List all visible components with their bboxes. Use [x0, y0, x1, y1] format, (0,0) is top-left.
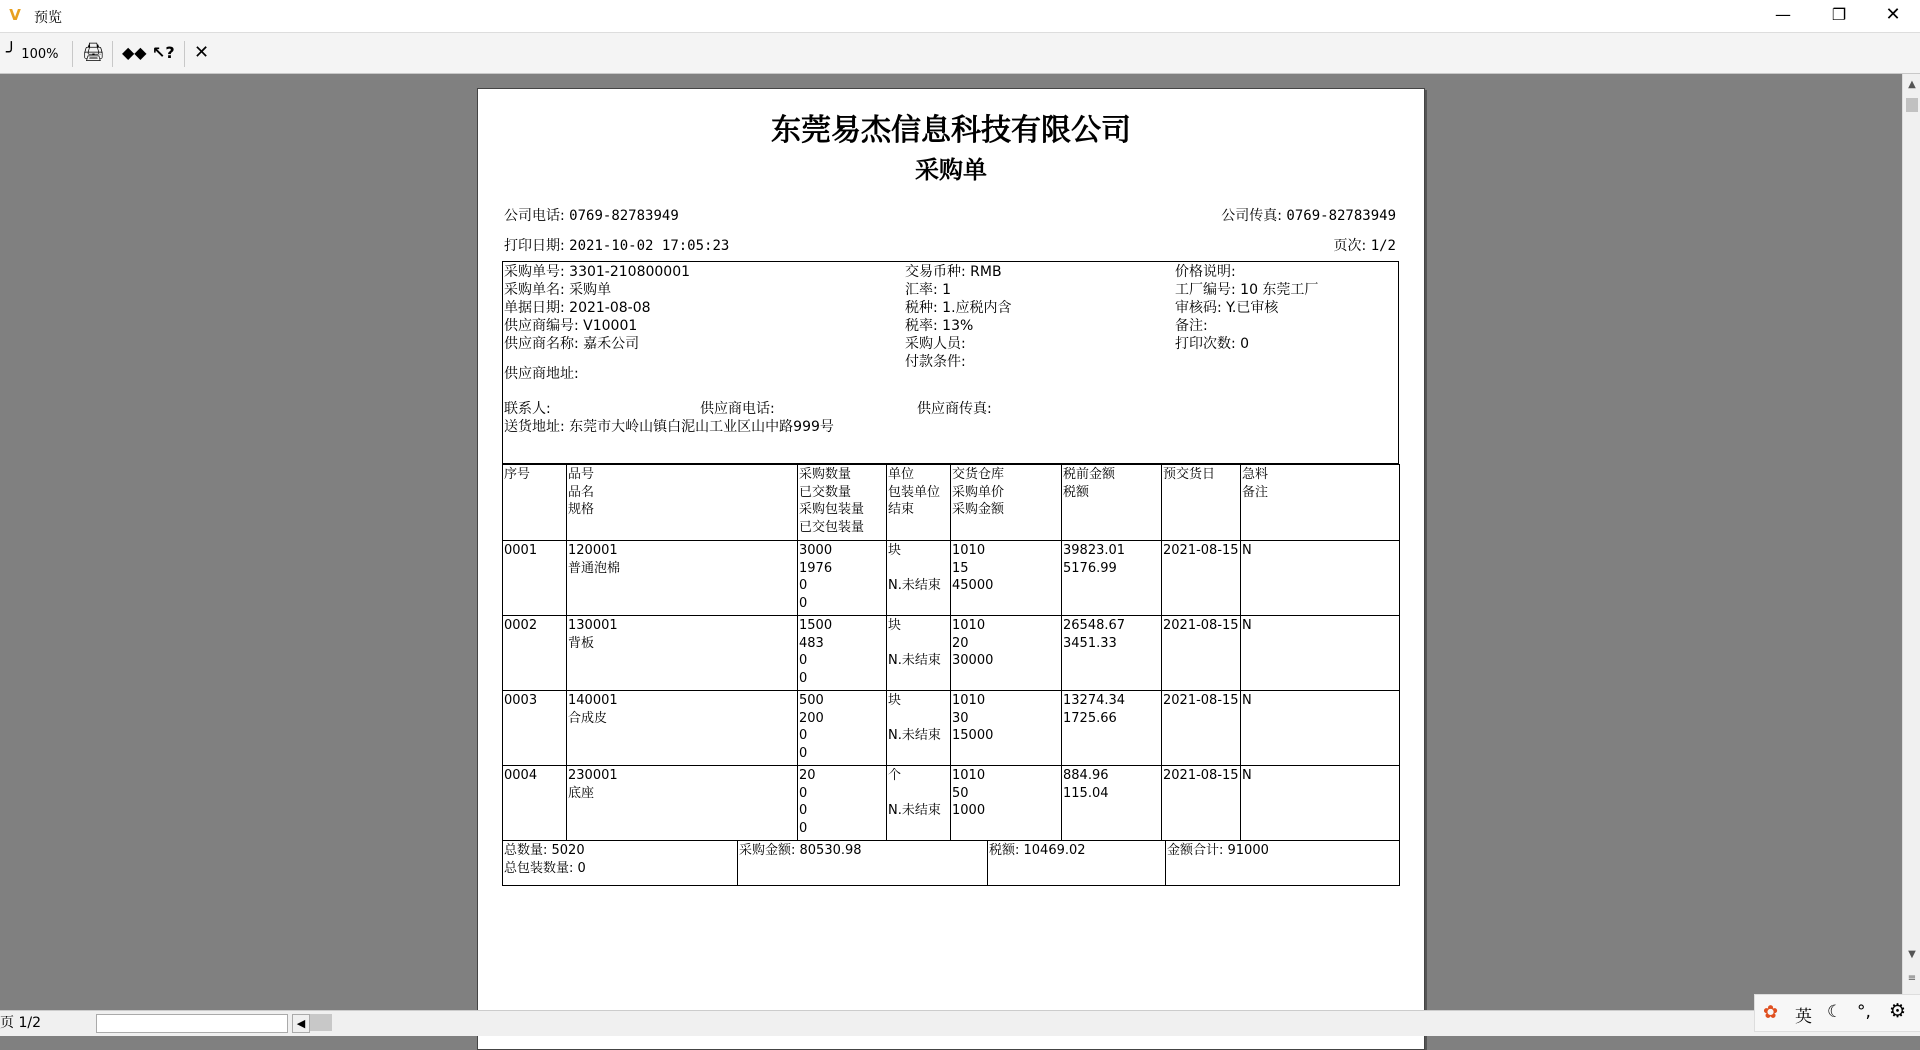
row-urgent: N — [1242, 768, 1252, 783]
row-qty: 1976 — [799, 560, 833, 576]
toolbar-separator — [72, 41, 73, 67]
pointer-help-icon: ↖? — [152, 43, 175, 62]
column-border — [797, 464, 798, 840]
moon-icon[interactable]: ☾ — [1827, 1002, 1843, 1022]
delivery-address: 送货地址: 东莞市大岭山镇白泥山工业区山中路999号 — [504, 419, 834, 435]
print-date-label: 打印日期: — [504, 238, 565, 254]
column-header: 交货仓库 — [952, 467, 1005, 482]
column-header: 税额 — [1063, 484, 1090, 500]
payment-terms: 付款条件: — [905, 354, 966, 370]
contact: 联系人: — [504, 401, 551, 417]
row-qty: 0 — [799, 578, 808, 593]
page-label: 页次: — [1333, 238, 1367, 254]
column-header: 已交数量 — [799, 484, 852, 500]
column-border — [950, 464, 951, 840]
doc-date: 单据日期: 2021-08-08 — [504, 300, 651, 316]
row-qty: 0 — [799, 785, 808, 801]
row-qty: 200 — [799, 710, 824, 726]
totals-divider — [737, 840, 738, 885]
row-item: 130001 — [568, 618, 618, 633]
vertical-scrollbar[interactable] — [1902, 74, 1920, 1010]
row-warehouse: 30000 — [952, 653, 994, 668]
row-qty: 500 — [799, 693, 824, 708]
row-seq: 0002 — [504, 618, 538, 633]
tax-type: 税种: 1.应税内含 — [905, 300, 1012, 316]
row-warehouse: 1010 — [952, 543, 986, 558]
column-header: 采购单价 — [952, 484, 1005, 500]
column-header: 序号 — [504, 467, 531, 482]
title-bar — [0, 0, 1920, 33]
row-qty: 0 — [799, 745, 808, 761]
row-delivery-date: 2021-08-15 — [1163, 768, 1239, 783]
row-item: 背板 — [568, 635, 595, 651]
column-header: 备注 — [1242, 484, 1269, 500]
page-value: 1/2 — [1370, 238, 1396, 254]
totals-bottom-border — [502, 885, 1399, 886]
settings-icon[interactable]: ⚙ — [1889, 1000, 1907, 1022]
column-header: 单位 — [888, 467, 915, 482]
toolbar-separator — [112, 41, 113, 67]
punctuation-icon[interactable]: °, — [1857, 1002, 1871, 1022]
toolbar-separator — [184, 41, 185, 67]
row-qty: 0 — [799, 728, 808, 743]
phone-value: 0769-82783949 — [569, 208, 679, 224]
page-number — [1334, 237, 1396, 255]
supplier-phone: 供应商电话: — [700, 401, 775, 417]
phone-label: 公司电话: — [504, 208, 565, 224]
row-seq: 0004 — [504, 768, 538, 783]
row-item: 合成皮 — [568, 710, 608, 726]
row-urgent: N — [1242, 543, 1252, 558]
row-unit: 个 — [888, 768, 902, 783]
totals-border — [1399, 840, 1400, 886]
row-warehouse: 20 — [952, 635, 969, 651]
row-qty: 483 — [799, 635, 824, 651]
status-bar — [0, 1010, 1920, 1036]
row-qty: 0 — [799, 820, 808, 836]
company-fax — [1221, 207, 1396, 225]
row-seq: 0001 — [504, 543, 538, 558]
row-unit: N.未结束 — [888, 803, 941, 818]
column-header: 税前金额 — [1063, 467, 1116, 482]
row-delivery-date: 2021-08-15 — [1163, 693, 1239, 708]
column-header: 采购包装量 — [799, 502, 865, 517]
supplier-name: 供应商名称: 嘉禾公司 — [504, 336, 640, 352]
tax-rate: 税率: 13% — [905, 318, 974, 334]
row-unit: N.未结束 — [888, 653, 941, 668]
row-qty: 0 — [799, 653, 808, 668]
row-qty: 3000 — [799, 543, 833, 558]
column-border — [1240, 464, 1241, 840]
row-border — [502, 840, 1399, 841]
status-page: 页 1/2 — [0, 1015, 41, 1031]
tax-amount: 税额: 10469.02 — [989, 843, 1086, 858]
row-item: 底座 — [568, 785, 595, 801]
document-title: 采购单 — [915, 156, 987, 184]
row-item: 140001 — [568, 693, 618, 708]
row-amount: 115.04 — [1063, 785, 1109, 801]
grand-total: 金额合计: 91000 — [1167, 843, 1269, 858]
row-warehouse: 15000 — [952, 728, 994, 743]
zoom-button[interactable] — [6, 42, 66, 64]
column-border — [1061, 464, 1062, 840]
print-count: 打印次数: 0 — [1175, 336, 1250, 352]
row-qty: 20 — [799, 768, 816, 783]
printer-icon: 🖨 — [82, 42, 105, 63]
column-border — [1399, 464, 1400, 840]
print-date — [504, 237, 729, 255]
supplier-address: 供应商地址: — [504, 366, 579, 382]
row-qty: 0 — [799, 803, 808, 818]
total-pack-quantity: 总包装数量: 0 — [504, 861, 586, 876]
totals-divider — [1165, 840, 1166, 885]
status-field — [96, 1014, 288, 1033]
column-header: 品名 — [568, 484, 595, 500]
row-qty: 0 — [799, 595, 808, 611]
row-warehouse: 50 — [952, 785, 969, 801]
row-warehouse: 1010 — [952, 693, 986, 708]
app-logo-icon: V — [9, 6, 21, 24]
binoculars-icon: ◆◆ — [122, 43, 147, 62]
help-button[interactable] — [152, 42, 174, 64]
row-warehouse: 1010 — [952, 618, 986, 633]
company-phone — [504, 207, 679, 225]
factory-code: 工厂编号: 10 东莞工厂 — [1175, 282, 1319, 298]
fax-value: 0769-82783949 — [1286, 208, 1396, 224]
ime-language[interactable]: 英 — [1795, 1007, 1812, 1027]
row-warehouse: 45000 — [952, 578, 994, 593]
row-amount: 5176.99 — [1063, 560, 1117, 576]
scroll-up-icon[interactable]: ▲ — [1908, 79, 1916, 90]
row-amount: 26548.67 — [1063, 618, 1126, 633]
row-unit: N.未结束 — [888, 728, 941, 743]
column-header: 规格 — [568, 502, 595, 517]
row-item: 120001 — [568, 543, 618, 558]
row-unit: 块 — [888, 543, 902, 558]
row-delivery-date: 2021-08-15 — [1163, 543, 1239, 558]
row-amount: 3451.33 — [1063, 635, 1117, 651]
supplier-code: 供应商编号: V10001 — [504, 318, 638, 334]
row-warehouse: 1010 — [952, 768, 986, 783]
total-quantity: 总数量: 5020 — [504, 843, 585, 858]
info-col-3 — [1175, 263, 1318, 353]
zoom-icon: ╯ — [6, 42, 17, 63]
toolbar — [0, 33, 1920, 74]
row-unit: 块 — [888, 693, 902, 708]
exchange-rate: 汇率: 1 — [905, 282, 952, 298]
row-warehouse: 15 — [952, 560, 969, 576]
totals-border — [502, 840, 503, 885]
row-warehouse: 1000 — [952, 803, 986, 818]
audit-code: 审核码: Y.已审核 — [1175, 300, 1279, 316]
row-urgent: N — [1242, 693, 1252, 708]
column-border — [886, 464, 887, 840]
column-border — [502, 464, 503, 840]
row-urgent: N — [1242, 618, 1252, 633]
row-delivery-date: 2021-08-15 — [1163, 618, 1239, 633]
row-qty: 1500 — [799, 618, 833, 633]
paw-icon[interactable]: ✿ — [1763, 1002, 1779, 1023]
scroll-left-icon[interactable]: ◀ — [292, 1014, 310, 1033]
column-border — [1161, 464, 1162, 840]
row-item: 普通泡棉 — [568, 560, 621, 576]
row-warehouse: 30 — [952, 710, 969, 726]
horizontal-scroll-thumb[interactable] — [310, 1014, 332, 1031]
info-col-1 — [504, 263, 690, 353]
row-unit: 块 — [888, 618, 902, 633]
column-header: 已交包装量 — [799, 519, 865, 535]
column-header: 采购数量 — [799, 467, 852, 482]
column-header: 预交货日 — [1163, 467, 1216, 482]
po-number: 采购单号: 3301-210800001 — [504, 264, 691, 280]
close-icon: ✕ — [194, 42, 210, 63]
currency: 交易币种: RMB — [905, 264, 1002, 280]
company-name: 东莞易杰信息科技有限公司 — [771, 113, 1131, 148]
report-page — [477, 88, 1425, 1050]
row-item: 230001 — [568, 768, 618, 783]
print-button[interactable] — [82, 42, 104, 64]
find-button[interactable] — [122, 42, 147, 64]
column-header: 品号 — [568, 467, 595, 482]
purchaser: 采购人员: — [905, 336, 966, 352]
row-amount: 13274.34 — [1063, 693, 1126, 708]
purchase-amount: 采购金额: 80530.98 — [739, 843, 862, 858]
column-header: 包装单位 — [888, 484, 941, 500]
supplier-fax: 供应商传真: — [917, 401, 992, 417]
close-window-button[interactable]: ✕ — [1885, 4, 1901, 25]
column-border — [566, 464, 567, 840]
column-header: 采购金额 — [952, 502, 1005, 517]
row-amount: 884.96 — [1063, 768, 1109, 783]
zoom-level: 100% — [21, 47, 59, 62]
row-unit: N.未结束 — [888, 578, 941, 593]
row-amount: 1725.66 — [1063, 710, 1117, 726]
po-name: 采购单名: 采购单 — [504, 282, 612, 298]
row-amount: 39823.01 — [1063, 543, 1126, 558]
price-note: 价格说明: — [1175, 264, 1236, 280]
restore-button[interactable]: ❐ — [1831, 5, 1847, 24]
column-header: 急料 — [1242, 467, 1269, 482]
scroll-thumb[interactable] — [1906, 98, 1918, 112]
close-preview-button[interactable] — [194, 42, 216, 64]
totals-divider — [987, 840, 988, 885]
page-down-icon[interactable]: ≡ — [1907, 973, 1917, 984]
scroll-down-icon[interactable]: ▼ — [1908, 949, 1916, 960]
window-title: 预览 — [34, 10, 62, 26]
row-seq: 0003 — [504, 693, 538, 708]
column-header: 结束 — [888, 502, 915, 517]
ime-toolbar — [1754, 994, 1920, 1032]
minimize-button[interactable]: — — [1775, 5, 1791, 24]
remark: 备注: — [1175, 318, 1208, 334]
print-date-value: 2021-10-02 17:05:23 — [569, 238, 730, 254]
row-qty: 0 — [799, 670, 808, 686]
info-col-2 — [905, 263, 1012, 371]
fax-label: 公司传真: — [1221, 208, 1282, 224]
